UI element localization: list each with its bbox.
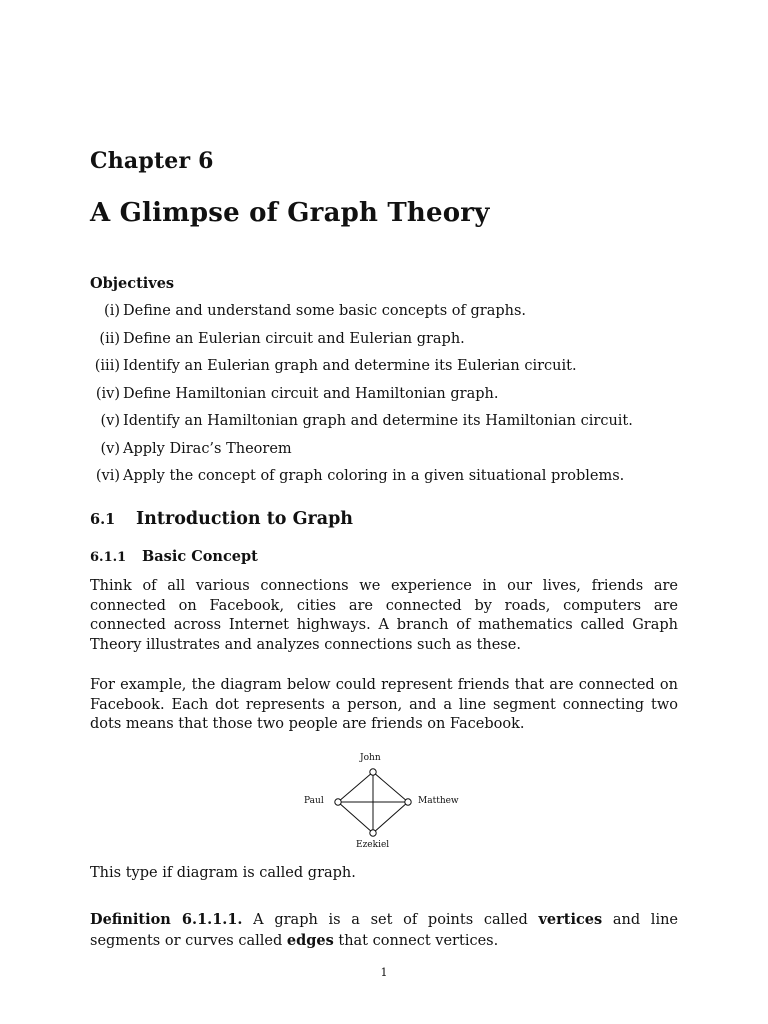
edge-john-matthew — [373, 772, 408, 802]
objective-text: Apply Dirac’s Theorem — [123, 440, 292, 457]
objective-text: Define Hamiltonian circuit and Hamiltonian graph. — [123, 385, 499, 402]
edge-paul-ezekiel — [338, 802, 373, 833]
edge-matthew-ezekiel — [373, 802, 408, 833]
objective-text: Apply the concept of graph coloring in a given situational problems. — [123, 468, 625, 484]
objective-number: (i) — [104, 303, 120, 319]
vertex-matthew — [405, 799, 411, 805]
edge-john-paul — [338, 772, 373, 802]
chapter-title: A Glimpse of Graph Theory — [90, 198, 490, 228]
objective-number: (v) — [100, 440, 120, 457]
objective-item — [84, 408, 684, 436]
section-number: 6.1 — [90, 511, 116, 528]
vertex-label-ezekiel: Ezekiel — [356, 840, 390, 850]
objective-item — [84, 463, 684, 491]
objective-text: Identify an Eulerian graph and determine its Eulerian circuit. — [123, 358, 577, 374]
objective-item — [84, 381, 684, 409]
objective-text: Define and understand some basic concepts of graphs. — [123, 303, 527, 319]
subsection-number: 6.1.1 — [90, 550, 127, 565]
objective-number: (iv) — [95, 385, 120, 402]
objective-text: Define an Eulerian circuit and Eulerian graph. — [123, 330, 465, 347]
definition-term-edges: edges — [286, 931, 334, 949]
vertex-paul — [335, 799, 341, 805]
definition-text-3: that connect vertices. — [333, 932, 499, 949]
page-number: 1 — [380, 966, 388, 979]
objective-item — [84, 298, 684, 326]
definition-paragraph — [90, 910, 678, 951]
paragraph-graph-note: This type if diagram is called graph. — [90, 865, 356, 881]
vertex-john — [370, 769, 376, 775]
objective-number: (iii) — [94, 358, 120, 374]
definition-label: Definition 6.1.1.1. — [90, 911, 243, 928]
vertex-label-matthew: Matthew — [418, 796, 459, 806]
subsection-title: Basic Concept — [142, 548, 258, 565]
section-title: Introduction to Graph — [136, 509, 354, 529]
objective-number: (vi) — [95, 468, 120, 484]
objective-item — [84, 436, 684, 464]
objectives-list — [84, 298, 684, 491]
objective-number: (ii) — [99, 330, 120, 347]
subsection-heading — [90, 548, 258, 565]
objective-item — [84, 326, 684, 354]
graph-figure — [290, 748, 480, 858]
paragraph-intro: Think of all various connections we experience in our lives, friends are connected on Facebook, cities are connected by roads, computers are connected across Internet highways. A branch of mathematics called Graph Theory illustrates and analyzes connections such as these. — [90, 578, 678, 653]
definition-term-vertices: vertices — [538, 911, 603, 928]
vertex-label-paul: Paul — [304, 796, 324, 806]
objective-text: Identify an Hamiltonian graph and determine its Hamiltonian circuit. — [123, 413, 633, 429]
objectives-heading: Objectives — [90, 275, 175, 292]
vertex-ezekiel — [370, 830, 376, 836]
chapter-label: Chapter 6 — [90, 148, 214, 174]
section-heading — [90, 509, 353, 529]
vertex-label-john: John — [360, 753, 381, 763]
objective-number: (v) — [100, 413, 120, 429]
definition-text-1: A graph is a set of points called — [242, 912, 539, 928]
objective-item — [84, 353, 684, 381]
paragraph-example: For example, the diagram below could represent friends that are connected on Facebook. Each dot represents a person, and a line segment connecting two dots means that those two people are friends on Facebook. — [90, 677, 678, 733]
definition-text-2: and line segments or curves called — [90, 912, 679, 949]
